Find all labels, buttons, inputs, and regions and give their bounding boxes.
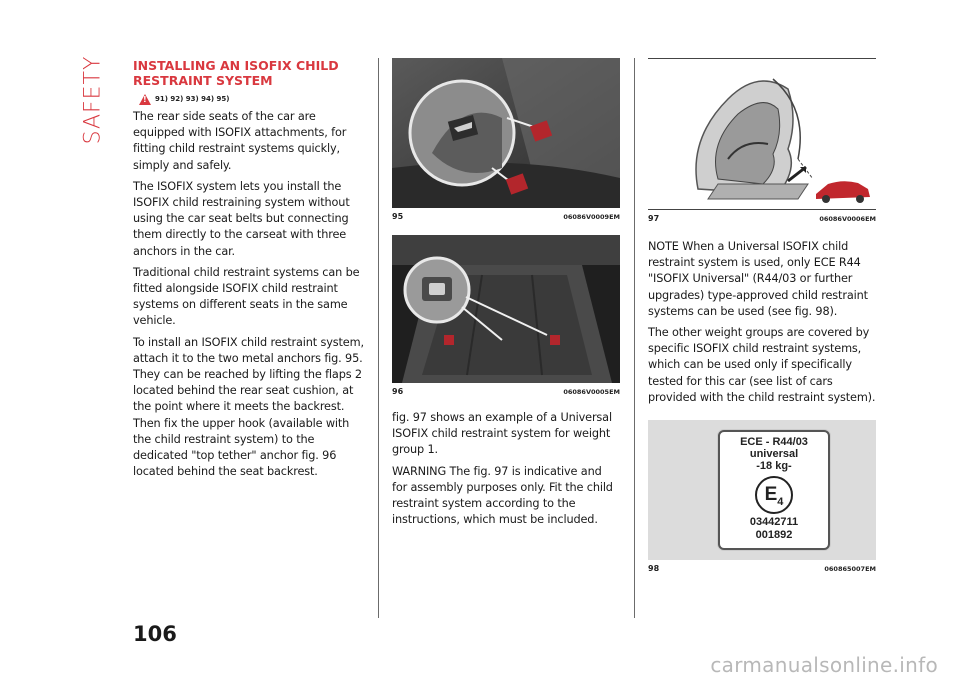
- column-3: [648, 58, 876, 573]
- figure-95-caption: [392, 212, 620, 221]
- section-tab-label: SAFETY: [80, 55, 106, 145]
- figure-95-image: [392, 58, 620, 208]
- figure-number: 95: [392, 212, 404, 221]
- figure-98-caption: [648, 564, 876, 573]
- paragraph: fig. 97 shows an example of a Universal ISOFIX child restraint system for weight group 1.: [392, 411, 612, 457]
- section-heading: INSTALLING AN ISOFIX CHILD RESTRAINT SYSTEM: [133, 58, 339, 88]
- e-mark-icon: $E_4$: [755, 476, 793, 514]
- figure-number: 97: [648, 214, 660, 223]
- paragraph: To install an ISOFIX child restraint system, attach it to the two metal anchors fig. 95. They can be reached by lifting the flaps 2 located behind the rear seat cushion, at the point where it meets the backrest. Then fix the upper hook (available with the child restraint system) to the dedicated "top tether" anchor fig. 96 located behind the seat backrest.: [133, 335, 364, 479]
- paragraph: WARNING The fig. 97 is indicative and for assembly purposes only. Fit the child restraint system according to the instructions, which must be included.: [392, 464, 613, 527]
- column-divider-left: [378, 58, 379, 618]
- warning-refs-text: 91) 92) 93) 94) 95): [155, 95, 230, 103]
- paragraph: The ISOFIX system lets you install the ISOFIX child restraining system without using the car seat belts but connecting them directly to the carseat with three anchors in the car.: [133, 179, 350, 258]
- approval-weight: -18 kg-: [756, 460, 792, 473]
- paragraph: The other weight groups are covered by specific ISOFIX child restraint systems, which can be used only if specifically tested for this car (see list of cars provided with the child restraint system).: [648, 326, 876, 404]
- approval-label: [718, 430, 830, 550]
- approval-standard: ECE - R44/03: [740, 436, 808, 449]
- paragraph: The rear side seats of the car are equipped with ISOFIX attachments, for fitting child restraint systems quickly, simply and safely.: [133, 110, 347, 172]
- approval-serial: 001892: [755, 529, 793, 542]
- figure-number: 96: [392, 387, 404, 396]
- top-tether-illustration: [392, 235, 620, 383]
- warning-references: [139, 93, 365, 105]
- warning-triangle-icon: [139, 94, 151, 105]
- page-number: 106: [133, 622, 177, 646]
- paragraph: NOTE When a Universal ISOFIX child restraint system is used, only ECE R44 "ISOFIX Universal" (R44/03 or further upgrades) type-approved child restraint systems can be used (see fig. 98).: [648, 240, 868, 318]
- isofix-anchor-illustration: [392, 58, 620, 208]
- figure-code: 06086V0009EM: [563, 213, 620, 221]
- figure-98-image: [648, 420, 876, 560]
- approval-number: 03442711: [749, 516, 799, 529]
- figure-96-image: [392, 235, 620, 383]
- figure-code: 06086V0005EM: [563, 388, 620, 396]
- paragraph: Traditional child restraint systems can be fitted alongside ISOFIX child restraint systems on different seats in the same vehicle.: [133, 265, 360, 328]
- figure-97-caption: [648, 214, 876, 223]
- figure-97-image: [648, 58, 876, 210]
- figure-code: 06086V0006EM: [819, 215, 876, 223]
- figure-code: 060865007EM: [824, 565, 876, 574]
- footer-watermark: carmanualsonline.info: [710, 653, 938, 677]
- figure-number: 98: [648, 564, 660, 574]
- child-seat-illustration: [648, 59, 876, 209]
- section-tab: [78, 55, 108, 145]
- figure-96-caption: [392, 387, 620, 396]
- column-1: [133, 58, 365, 485]
- approval-category: universal: [749, 448, 799, 461]
- column-2: [392, 58, 620, 533]
- column-divider-right: [634, 58, 635, 618]
